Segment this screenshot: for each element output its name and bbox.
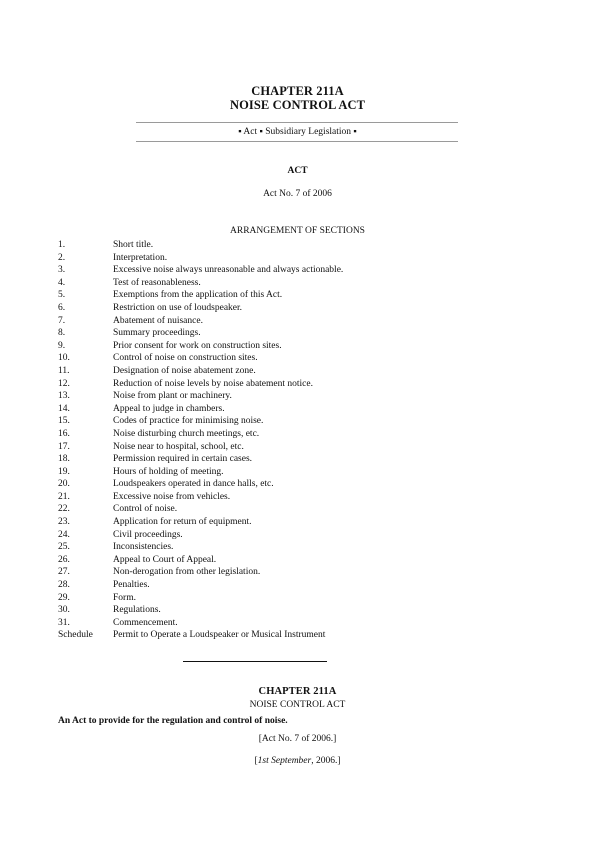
section-row[interactable] <box>58 340 538 353</box>
legislation-links[interactable]: ▪ Act ▪ Subsidiary Legislation ▪ <box>238 127 357 137</box>
section-title: Exemptions from the application of this Act. <box>113 290 283 301</box>
section-row[interactable] <box>58 428 538 441</box>
section-row[interactable] <box>58 516 538 529</box>
section-row[interactable] <box>58 566 538 579</box>
top-rule <box>136 122 458 123</box>
commencement-date: 1st September <box>257 756 312 766</box>
commencement-rest: , 2006.] <box>311 756 341 766</box>
section-number: 5. <box>58 290 66 301</box>
section-number: 3. <box>58 265 66 276</box>
act-heading: ACT <box>287 166 308 176</box>
section-title: Noise disturbing church meetings, etc. <box>113 428 260 439</box>
section-title: Interpretation. <box>113 252 168 263</box>
act-reference: [Act No. 7 of 2006.] <box>258 734 337 744</box>
section-title: Commencement. <box>113 617 178 628</box>
section-title: Noise near to hospital, school, etc. <box>113 441 244 452</box>
section-title: Control of noise on construction sites. <box>113 353 258 364</box>
section-number: 23. <box>58 517 70 528</box>
arrangement-heading: ARRANGEMENT OF SECTIONS <box>230 226 365 236</box>
section-row[interactable] <box>58 277 538 290</box>
section-title: Summary proceedings. <box>113 328 201 339</box>
section-number: 6. <box>58 302 66 313</box>
commencement-note <box>0 756 595 766</box>
section-number: 16. <box>58 428 70 439</box>
section-row[interactable] <box>58 629 538 642</box>
long-title: An Act to provide for the regulation and control of noise. <box>58 716 288 726</box>
section-row[interactable] <box>58 415 538 428</box>
section-row[interactable] <box>58 289 538 302</box>
act-name-heading: NOISE CONTROL ACT <box>229 98 366 112</box>
section-number: 29. <box>58 592 70 603</box>
section-row[interactable] <box>58 252 538 265</box>
section-row[interactable] <box>58 491 538 504</box>
section-row[interactable] <box>58 403 538 416</box>
section-number: 21. <box>58 491 70 502</box>
section-row[interactable] <box>58 592 538 605</box>
section-number: 27. <box>58 567 70 578</box>
section-row[interactable] <box>58 503 538 516</box>
section-number: 26. <box>58 554 70 565</box>
section-title: Appeal to judge in chambers. <box>113 403 225 414</box>
section-row[interactable] <box>58 315 538 328</box>
header-bottom-rule <box>136 141 458 142</box>
section-title: Codes of practice for minimising noise. <box>113 416 264 427</box>
section-title: Excessive noise always unreasonable and always actionable. <box>113 265 344 276</box>
section-row[interactable] <box>58 441 538 454</box>
section-title: Form. <box>113 592 136 603</box>
section-row[interactable] <box>58 365 538 378</box>
section-number: 18. <box>58 454 70 465</box>
section-number: 24. <box>58 529 70 540</box>
section-title: Designation of noise abatement zone. <box>113 365 256 376</box>
section-row[interactable] <box>58 466 538 479</box>
section-number: 10. <box>58 353 70 364</box>
section-title: Control of noise. <box>113 504 178 515</box>
section-number: 4. <box>58 277 66 288</box>
section-number: 22. <box>58 504 70 515</box>
section-number: 31. <box>58 617 70 628</box>
section-row[interactable] <box>58 390 538 403</box>
section-title: Civil proceedings. <box>113 529 183 540</box>
section-row[interactable] <box>58 617 538 630</box>
section-row[interactable] <box>58 478 538 491</box>
section-row[interactable] <box>58 604 538 617</box>
section-number: 28. <box>58 580 70 591</box>
section-number: 1. <box>58 240 66 250</box>
section-row[interactable] <box>58 529 538 542</box>
section-title: Application for return of equipment. <box>113 517 252 528</box>
section-row[interactable] <box>58 302 538 315</box>
section-title: Hours of holding of meeting. <box>113 466 224 477</box>
section-row[interactable] <box>58 327 538 340</box>
section-row[interactable] <box>58 541 538 554</box>
section-title: Excessive noise from vehicles. <box>113 491 231 502</box>
section-title: Non-derogation from other legislation. <box>113 567 261 578</box>
section-title: Permission required in certain cases. <box>113 454 253 465</box>
section-row[interactable] <box>58 453 538 466</box>
section-title: Permit to Operate a Loudspeaker or Musical Instrument <box>113 630 326 641</box>
sections-list <box>58 239 538 642</box>
section-title: Prior consent for work on construction sites. <box>113 340 282 351</box>
section-title: Noise from plant or machinery. <box>113 391 232 402</box>
section-number: 13. <box>58 391 70 402</box>
section-row[interactable] <box>58 579 538 592</box>
section-title: Reduction of noise levels by noise abatement notice. <box>113 378 313 389</box>
chapter-heading: CHAPTER 211A <box>251 84 344 98</box>
section-number: 15. <box>58 416 70 427</box>
body-act-name: NOISE CONTROL ACT <box>249 700 346 710</box>
section-row[interactable] <box>58 239 538 252</box>
section-title: Appeal to Court of Appeal. <box>113 554 217 565</box>
section-number: 2. <box>58 252 66 263</box>
section-number: 19. <box>58 466 70 477</box>
section-divider <box>183 661 327 662</box>
act-number: Act No. 7 of 2006 <box>263 189 332 199</box>
section-number: 25. <box>58 542 70 553</box>
section-number: 20. <box>58 479 70 490</box>
section-row[interactable] <box>58 378 538 391</box>
section-title: Regulations. <box>113 605 161 616</box>
section-row[interactable] <box>58 264 538 277</box>
section-title: Penalties. <box>113 580 150 591</box>
section-number: 30. <box>58 605 70 616</box>
section-number: Schedule <box>58 630 93 641</box>
section-title: Loudspeakers operated in dance halls, etc. <box>113 479 274 490</box>
section-number: 11. <box>58 365 70 376</box>
section-number: 14. <box>58 403 70 414</box>
section-title: Inconsistencies. <box>113 542 174 553</box>
section-number: 8. <box>58 328 66 339</box>
section-title: Restriction on use of loudspeaker. <box>113 302 243 313</box>
section-number: 9. <box>58 340 66 351</box>
body-chapter-heading: CHAPTER 211A <box>258 686 337 697</box>
section-number: 17. <box>58 441 70 452</box>
section-number: 12. <box>58 378 70 389</box>
section-title: Abatement of nuisance. <box>113 315 203 326</box>
section-title: Test of reasonableness. <box>113 277 201 288</box>
commencement-open: [ <box>254 756 258 766</box>
section-row[interactable] <box>58 554 538 567</box>
section-row[interactable] <box>58 352 538 365</box>
section-number: 7. <box>58 315 66 326</box>
section-title: Short title. <box>113 240 154 250</box>
